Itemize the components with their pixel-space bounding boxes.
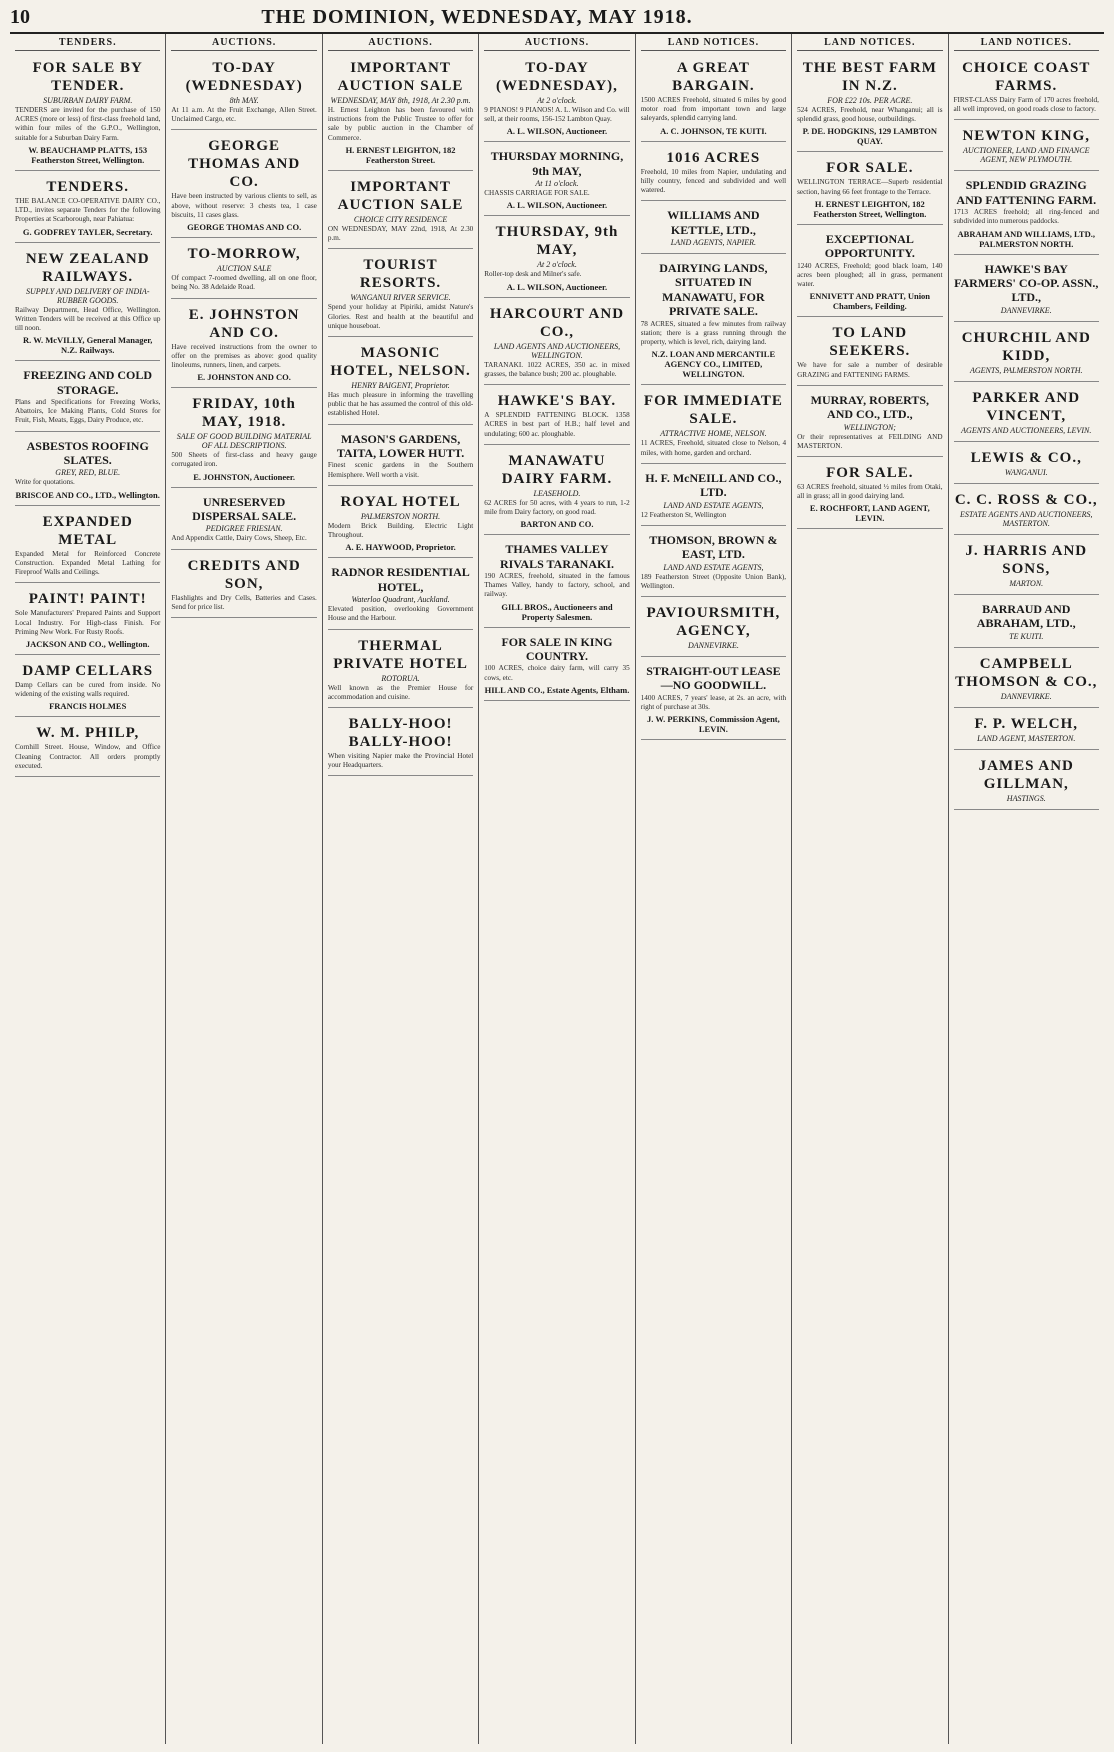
- ad-title: NEW ZEALAND RAILWAYS.: [25, 250, 150, 285]
- ad-subtitle: WEDNESDAY, MAY 8th, 1918, At 2.30 p.m.: [330, 96, 471, 105]
- ad-body: And Appendix Cattle, Dairy Cows, Sheep, Etc.: [171, 534, 307, 543]
- advertisement: [484, 538, 629, 627]
- advertisement: [954, 487, 1099, 535]
- ad-title: FOR SALE IN KING COUNTRY.: [501, 634, 613, 664]
- ad-body: Has much pleasure in informing the travelling public that he has assumed the control of this old-established Hotel.: [327, 390, 474, 418]
- advertisement: [15, 364, 160, 431]
- ad-body: 1713 ACRES freehold; all ring-fenced and subdivided into numerous paddocks.: [953, 208, 1099, 226]
- ad-title: FRIDAY, 10th MAY, 1918.: [192, 396, 296, 431]
- ad-signature: J. W. PERKINS, Commission Agent, LEVIN.: [647, 714, 780, 735]
- advertisement: [171, 55, 316, 130]
- column-heading: AUCTIONS.: [171, 37, 316, 51]
- ad-subtitle: HASTINGS.: [1006, 793, 1046, 803]
- ad-title: HAWKE'S BAY.: [497, 393, 617, 410]
- advertisement: [954, 711, 1099, 750]
- ad-title: W. M. PHILP,: [36, 725, 140, 742]
- ad-body: 1400 ACRES, 7 years' lease, at 2s. an acre, with right of purchase at 30s.: [640, 693, 787, 711]
- ad-title: THOMSON, BROWN & EAST, LTD.: [649, 532, 778, 562]
- ad-body: 78 ACRES, situated a few minutes from railway station; there is a grass running through the property, which is level, rich, dairying land.: [640, 319, 787, 347]
- ad-signature: E. JOHNSTON, Auctioneer.: [193, 471, 296, 482]
- ad-subtitle: WANGANUI RIVER SERVICE.: [350, 293, 451, 303]
- column-1: [10, 34, 166, 1744]
- advertisement: [484, 55, 629, 142]
- advertisement: [954, 753, 1099, 810]
- ad-body: CHASSIS CARRIAGE FOR SALE.: [484, 189, 590, 198]
- ad-title: UNRESERVED DISPERSAL SALE.: [192, 494, 297, 524]
- advertisement: [328, 340, 473, 425]
- ad-body: 500 Sheets of first-class and heavy gauge corrugated iron.: [171, 451, 317, 469]
- ad-body: 190 ACRES, freehold, situated in the famous Thames Valley, handy to factory, school, and railway.: [484, 571, 630, 599]
- ad-signature: GILL BROS., Auctioneers and Property Salesmen.: [501, 601, 613, 622]
- ad-body: At 11 a.m. At the Fruit Exchange, Allen Street. Unclaimed Cargo, etc.: [171, 106, 317, 124]
- column-2: [166, 34, 322, 1744]
- ad-subtitle: WELLINGTON;: [843, 422, 896, 432]
- ad-signature: A. L. WILSON, Auctioneer.: [506, 281, 608, 292]
- ad-subtitle: SALE OF GOOD BUILDING MATERIAL OF ALL DESCRIPTIONS.: [176, 432, 312, 451]
- ad-subtitle: Waterloo Quadrant, Auckland.: [351, 595, 450, 605]
- ad-title: ROYAL HOTEL: [340, 493, 461, 510]
- column-heading: AUCTIONS.: [484, 37, 629, 51]
- advertisement: [641, 600, 786, 657]
- ad-signature: E. JOHNSTON AND CO.: [197, 372, 291, 383]
- advertisement: [484, 145, 629, 216]
- ad-body: THE BALANCE CO-OPERATIVE DAIRY CO., LTD., invites separate Tenders for the following Properties at Scarborough, near Pahiatua:: [15, 196, 161, 224]
- advertisement: [328, 561, 473, 629]
- ad-title: WILLIAMS AND KETTLE, LTD.,: [667, 208, 760, 237]
- advertisement: [484, 219, 629, 297]
- ad-body: Modern Brick Building. Electric Light Throughout.: [327, 521, 474, 540]
- ad-subtitle: ATTRACTIVE HOME, NELSON.: [660, 429, 767, 439]
- advertisement: [171, 491, 316, 550]
- ad-body: H. Ernest Leighton has been favoured with instructions from the Public Trustee to offer for sale by public auction in the Chamber of Commerce.: [327, 106, 474, 142]
- advertisement: [15, 55, 160, 171]
- ad-title: TO-MORROW,: [187, 246, 301, 263]
- advertisement: [954, 258, 1099, 322]
- ad-body: Expanded Metal for Reinforced Concrete Construction. Expanded Metal Lathing for Fireproof Walls and Ceilings.: [15, 549, 161, 577]
- ad-title: 1016 ACRES: [666, 149, 761, 166]
- column-4: [479, 34, 635, 1744]
- ad-signature: BRISCOE AND CO., LTD., Wellington.: [15, 489, 160, 500]
- ad-title: MANAWATU DAIRY FARM.: [501, 452, 613, 487]
- ad-title: MURRAY, ROBERTS, AND CO., LTD.,: [810, 392, 930, 422]
- advertisement: [484, 301, 629, 385]
- ad-title: THAMES VALLEY RIVALS TARANAKI.: [499, 542, 614, 571]
- advertisement: [641, 204, 786, 254]
- ad-subtitle: LAND AGENTS AND AUCTIONEERS, WELLINGTON.: [493, 341, 621, 360]
- ad-title: THURSDAY, 9th MAY,: [495, 224, 619, 259]
- ad-title: NEWTON KING,: [962, 128, 1091, 145]
- advertisement: [15, 720, 160, 777]
- ad-signature: GEORGE THOMAS AND CO.: [187, 222, 302, 233]
- ad-body: FIRST-CLASS Dairy Farm of 170 acres freehold, all well improved, on good roads close to factory.: [953, 96, 1099, 114]
- advertisement: [328, 428, 473, 486]
- advertisement: [954, 55, 1099, 120]
- ad-subtitle: LAND AND ESTATE AGENTS,: [663, 500, 764, 510]
- ad-title: F. P. WELCH,: [974, 715, 1079, 732]
- column-heading: LAND NOTICES.: [954, 37, 1099, 51]
- advertisement: [797, 460, 942, 529]
- ad-body: Finest scenic gardens in the Southern Hemisphere. Well worth a visit.: [327, 461, 474, 479]
- ad-body: Plans and Specifications for Freezing Works, Abattoirs, Ice Making Plants, Cold Stores for Fruit, Fish, Meats, Eggs, Dairy Produce, etc.: [15, 397, 161, 425]
- ad-body: Have received instructions from the owner to offer on the premises as above: good quality linoleums, runners, linen, and carpets.: [171, 342, 317, 369]
- ad-subtitle: AUCTIONEER, LAND AND FINANCE AGENT, NEW PLYMOUTH.: [962, 146, 1090, 165]
- ad-title: FREEZING AND COLD STORAGE.: [23, 368, 153, 397]
- ad-body: 12 Featherston St, Wellington: [640, 510, 727, 519]
- ad-title: BALLY-HOO! BALLY-HOO!: [348, 715, 453, 750]
- ad-title: THE BEST FARM IN N.Z.: [802, 60, 937, 94]
- ad-subtitle: At 11 o'clock.: [535, 179, 579, 189]
- ad-subtitle: SUBURBAN DAIRY FARM.: [43, 96, 133, 105]
- ad-subtitle: AUCTION SALE: [216, 264, 272, 274]
- masthead: [10, 6, 1104, 34]
- ad-subtitle: DANNEVIRKE.: [687, 640, 739, 650]
- advertisement: [171, 133, 316, 238]
- ad-signature: E. ROCHFORT, LAND AGENT, LEVIN.: [809, 503, 930, 524]
- ad-body: Spend your holiday at Pipiriki, amidst Nature's Glories. Rest and health at the beautiful and unique houseboat.: [327, 303, 474, 330]
- ad-body: WELLINGTON TERRACE—Superb residential section, having 66 feet frontage to the Terrace.: [797, 178, 943, 196]
- advertisement: [641, 388, 786, 463]
- advertisement: [15, 586, 160, 655]
- advertisement: [954, 123, 1099, 171]
- advertisement: [328, 711, 473, 776]
- ad-body: Well known as the Premier House for accommodation and cuisine.: [327, 683, 474, 701]
- ad-body: Freehold, 10 miles from Napier, undulating and hilly country, fenced and subdivided and well watered.: [640, 167, 787, 195]
- ad-signature: ENNIVETT AND PRATT, Union Chambers, Feilding.: [809, 291, 931, 312]
- newspaper-title: [50, 6, 904, 29]
- ad-title: HARCOURT AND CO.,: [489, 305, 625, 340]
- advertisement: [954, 538, 1099, 595]
- ad-title: CHOICE COAST FARMS.: [962, 60, 1091, 94]
- advertisement: [484, 388, 629, 445]
- advertisement: [641, 660, 786, 740]
- ad-body: When visiting Napier make the Provincial Hotel your Headquarters.: [327, 751, 474, 770]
- ad-body: Railway Department, Head Office, Wellington. Written Tenders will be received at this Office up till noon.: [15, 305, 161, 332]
- ad-title: HAWKE'S BAY FARMERS' CO-OP. ASSN., LTD.,: [954, 261, 1099, 305]
- ad-subtitle: HENRY BAIGENT, Proprietor.: [351, 380, 450, 390]
- advertisement: [641, 145, 786, 202]
- ad-title: SPLENDID GRAZING AND FATTENING FARM.: [956, 178, 1097, 207]
- ad-title: JAMES AND GILLMAN,: [978, 757, 1074, 792]
- ad-title: CREDITS AND SON,: [187, 557, 301, 592]
- ad-subtitle: AGENTS, PALMERSTON NORTH.: [969, 365, 1083, 375]
- ad-body: TENDERS are invited for the purchase of 150 ACRES (more or less) of first-class freehold land, within four miles of the G.P.O., Wellington, suitable for a Suburban Dairy Farm.: [15, 106, 161, 142]
- advertisement: [641, 257, 786, 385]
- ad-signature: A. C. JOHNSON, TE KUITI.: [660, 125, 767, 136]
- ad-signature: R. W. McVILLY, General Manager, N.Z. Railways.: [23, 335, 153, 356]
- ad-body: Elevated position, overlooking Government House and the Harbour.: [327, 605, 474, 623]
- ad-signature: G. GODFREY TAYLER, Secretary.: [22, 226, 153, 237]
- advertisement: [954, 651, 1099, 708]
- ad-title: J. HARRIS AND SONS,: [965, 542, 1088, 577]
- ad-signature: ABRAHAM AND WILLIAMS, LTD., PALMERSTON NORTH.: [957, 228, 1095, 249]
- ad-body: 1500 ACRES Freehold, situated 6 miles by good motor road from important town and large saleyards, splendid carrying land.: [640, 96, 787, 123]
- ad-body: 63 ACRES freehold, situated ½ miles from Otaki, all in grass; all in good dairying land.: [797, 482, 943, 501]
- ad-title: C. C. ROSS & CO.,: [954, 491, 1098, 508]
- ad-title: FOR SALE.: [826, 464, 914, 481]
- ad-title: EXCEPTIONAL OPPORTUNITY.: [824, 231, 915, 261]
- ad-signature: H. ERNEST LEIGHTON, 182 Featherston Street, Wellington.: [813, 198, 927, 219]
- ad-body: Cornhill Street. House, Window, and Office Cleaning Contractor. All orders promptly executed.: [15, 743, 161, 770]
- ad-signature: N.Z. LOAN AND MERCANTILE AGENCY CO., LIMITED, WELLINGTON.: [651, 349, 776, 380]
- ad-signature: FRANCIS HOLMES: [49, 701, 127, 712]
- advertisement: [797, 228, 942, 317]
- ad-body: Roller-top desk and Milner's safe.: [484, 270, 582, 279]
- ad-title: DAMP CELLARS: [22, 662, 154, 679]
- ad-subtitle: ESTATE AGENTS AND AUCTIONEERS, MASTERTON.: [960, 509, 1093, 528]
- ad-title: BARRAUD AND ABRAHAM, LTD.,: [976, 601, 1076, 631]
- ad-subtitle: FOR £22 10s. PER ACRE.: [827, 96, 913, 105]
- advertisement: [641, 529, 786, 597]
- column-heading: LAND NOTICES.: [641, 37, 786, 51]
- ad-title: ASBESTOS ROOFING SLATES.: [26, 438, 149, 468]
- advertisement: [954, 598, 1099, 648]
- ad-signature: JACKSON AND CO., Wellington.: [25, 638, 150, 649]
- advertisement: [641, 55, 786, 142]
- advertisement: [797, 320, 942, 385]
- advertisement: [954, 325, 1099, 382]
- ad-title: PAINT! PAINT!: [28, 591, 147, 608]
- ad-body: Flashlights and Dry Cells, Batteries and Cases. Send for price list.: [171, 593, 317, 611]
- ad-subtitle: LAND AGENT, MASTERTON.: [977, 733, 1076, 743]
- advertisement: [15, 435, 160, 506]
- advertisement: [484, 631, 629, 701]
- advertisement: [328, 252, 473, 337]
- ad-title: MASON'S GARDENS, TAITA, LOWER HUTT.: [336, 431, 465, 461]
- column-3: [323, 34, 479, 1744]
- advertisement: [171, 241, 316, 298]
- advertisement: [954, 385, 1099, 442]
- advertisement: [15, 246, 160, 362]
- ad-body: A SPLENDID FATTENING BLOCK. 1358 ACRES in best part of H.B.; half level and undulating; 600 ac. ploughable.: [484, 411, 630, 438]
- ad-title: FOR IMMEDIATE SALE.: [643, 393, 783, 428]
- ad-subtitle: GREY, RED, BLUE.: [55, 468, 121, 478]
- ad-title: H. F. McNEILL AND CO., LTD.: [645, 470, 782, 500]
- ad-title: MASONIC HOTEL, NELSON.: [330, 344, 471, 379]
- ad-subtitle: TE KUITI.: [1009, 631, 1044, 641]
- ad-title: DAIRYING LANDS, SITUATED IN MANAWATU, FOR PRIVATE SALE.: [659, 261, 768, 319]
- ad-title: CAMPBELL THOMSON & CO.,: [955, 655, 1098, 690]
- advertisement: [954, 445, 1099, 484]
- ad-title: LEWIS & CO.,: [970, 449, 1082, 466]
- advertisement: [328, 489, 473, 558]
- ad-subtitle: SUPPLY AND DELIVERY OF INDIA-RUBBER GOODS.: [25, 286, 150, 305]
- ad-body: Or their representatives at FEILDING AND MASTERTON.: [797, 432, 943, 450]
- ad-subtitle: DANNEVIRKE.: [1000, 305, 1052, 315]
- ad-body: 100 ACRES, choice dairy farm, will carry 35 cows, etc.: [484, 664, 630, 682]
- ad-subtitle: AGENTS AND AUCTIONEERS, LEVIN.: [961, 425, 1092, 435]
- ad-title: TO-DAY (WEDNESDAY): [185, 60, 303, 94]
- advertisement: [328, 55, 473, 171]
- ad-body: 524 ACRES, Freehold, near Whanganui; all is splendid grass, good house, outbuildings.: [797, 106, 943, 124]
- ad-subtitle: PALMERSTON NORTH.: [360, 511, 441, 521]
- ad-signature: P. DE. HODGKINS, 129 LAMBTON QUAY.: [802, 126, 937, 147]
- ad-signature: A. L. WILSON, Auctioneer.: [506, 126, 608, 137]
- title-year: 1918.: [642, 6, 693, 28]
- ad-signature: W. BEAUCHAMP PLATTS, 153 Featherston Street, Wellington.: [28, 144, 148, 165]
- ad-subtitle: LAND AGENTS, NAPIER.: [670, 238, 756, 248]
- ad-title: RADNOR RESIDENTIAL HOTEL,: [331, 565, 470, 594]
- ad-signature: BARTON AND CO.: [520, 519, 594, 530]
- ad-body: TARANAKI. 1022 ACRES, 350 ac. in mixed grasses, the balance bush; 200 ac. ploughable.: [484, 360, 630, 378]
- ad-title: EXPANDED METAL: [42, 513, 133, 548]
- ad-title: IMPORTANT AUCTION SALE: [337, 178, 464, 213]
- ad-title: GEORGE THOMAS AND CO.: [188, 138, 301, 191]
- ad-signature: A. L. WILSON, Auctioneer.: [506, 200, 608, 211]
- advertisement: [171, 302, 316, 389]
- ad-body: 1240 ACRES, Freehold; good black loam, 140 acres been ploughed; all in grass, permanent water.: [797, 261, 943, 289]
- ad-title: E. JOHNSTON AND CO.: [188, 306, 300, 341]
- column-heading: AUCTIONS.: [328, 37, 473, 51]
- ad-body: Damp Cellars can be cured from inside. No widening of the existing walls required.: [15, 680, 161, 699]
- advertisement: [797, 55, 942, 152]
- ad-title: THERMAL PRIVATE HOTEL: [333, 637, 468, 672]
- ad-subtitle: At 2 o'clock.: [537, 260, 577, 270]
- column-grid: [10, 34, 1104, 1744]
- column-5: [636, 34, 792, 1744]
- ad-title: FOR SALE BY TENDER.: [32, 60, 143, 94]
- ad-body: Of compact 7-roomed dwelling, all on one floor, being No. 38 Adelaide Road.: [171, 274, 317, 292]
- ad-title: A GREAT BARGAIN.: [672, 60, 755, 94]
- column-heading: TENDERS.: [15, 37, 160, 51]
- ad-title: PARKER AND VINCENT,: [972, 389, 1081, 424]
- ad-subtitle: LAND AND ESTATE AGENTS,: [663, 562, 764, 572]
- advertisement: [15, 174, 160, 243]
- ad-body: 189 Featherston Street (Opposite Union Bank), Wellington.: [640, 572, 787, 590]
- ad-body: Write for quotations.: [15, 478, 75, 487]
- advertisement: [171, 553, 316, 618]
- ad-title: CHURCHIL AND KIDD,: [961, 329, 1091, 364]
- ad-title: IMPORTANT AUCTION SALE: [337, 60, 464, 94]
- advertisement: [171, 391, 316, 487]
- ad-body: 9 PIANOS! 9 PIANOS! A. L. Wilson and Co. will sell, at their rooms, 156-152 Lambton Quay.: [484, 106, 630, 124]
- ad-title: PAVIOURSMITH, AGENCY,: [646, 604, 781, 639]
- ad-subtitle: WANGANUI.: [1004, 467, 1048, 477]
- ad-body: Sole Manufacturers' Prepared Paints and Support Local Industry. For High-class Finish. For Priming New Work. For Rusty Roofs.: [15, 609, 161, 636]
- advertisement: [954, 174, 1099, 254]
- ad-signature: H. ERNEST LEIGHTON, 182 Featherston Street.: [345, 144, 456, 165]
- advertisement: [797, 389, 942, 457]
- ad-subtitle: LEASEHOLD.: [533, 488, 581, 498]
- ad-subtitle: CHOICE CITY RESIDENCE: [353, 214, 448, 224]
- advertisement: [15, 658, 160, 717]
- advertisement: [328, 633, 473, 708]
- ad-title: TO-DAY (WEDNESDAY),: [496, 60, 618, 94]
- ad-title: FOR SALE.: [826, 160, 914, 177]
- ad-subtitle: 8th MAY.: [229, 96, 259, 105]
- ad-subtitle: MARTON.: [1009, 578, 1044, 588]
- title-text: THE DOMINION, WEDNESDAY, MAY: [261, 6, 637, 28]
- ad-title: TOURIST RESORTS.: [359, 257, 442, 292]
- column-6: [792, 34, 948, 1744]
- advertisement: [641, 467, 786, 526]
- advertisement: [15, 509, 160, 584]
- ad-body: 62 ACRES for 50 acres, with 4 years to run, 1-2 mile from Dairy factory, on good road.: [484, 498, 630, 516]
- ad-title: TENDERS.: [46, 178, 130, 195]
- ad-title: STRAIGHT-OUT LEASE—NO GOODWILL.: [646, 663, 781, 693]
- ad-subtitle: PEDIGREE FRIESIAN.: [205, 524, 283, 534]
- page-number: 10: [10, 6, 30, 28]
- ad-title: TO LAND SEEKERS.: [829, 325, 911, 360]
- ad-body: 11 ACRES, Freehold, situated close to Nelson, 4 miles, with home, garden and orchard.: [640, 439, 787, 457]
- ad-body: ON WEDNESDAY, MAY 22nd, 1918, At 2.30 p.m.: [327, 224, 474, 243]
- ad-title: THURSDAY MORNING, 9th MAY,: [490, 149, 624, 178]
- ad-body: We have for sale a number of desirable GRAZING and FATTENING FARMS.: [797, 361, 943, 379]
- ad-signature: A. E. HAYWOOD, Proprietor.: [345, 542, 456, 553]
- advertisement: [328, 174, 473, 249]
- column-7: [949, 34, 1104, 1744]
- ad-subtitle: At 2 o'clock.: [537, 96, 577, 105]
- advertisement: [484, 448, 629, 535]
- advertisement: [797, 155, 942, 224]
- column-heading: LAND NOTICES.: [797, 37, 942, 51]
- ad-signature: HILL AND CO., Estate Agents, Eltham.: [484, 684, 630, 695]
- ad-subtitle: DANNEVIRKE.: [1000, 691, 1052, 701]
- ad-subtitle: ROTORUA.: [381, 673, 420, 683]
- ad-body: Have been instructed by various clients to sell, as above, without reserve: 3 chests tea, 1 case biscuits, 11 cases glass.: [171, 192, 317, 219]
